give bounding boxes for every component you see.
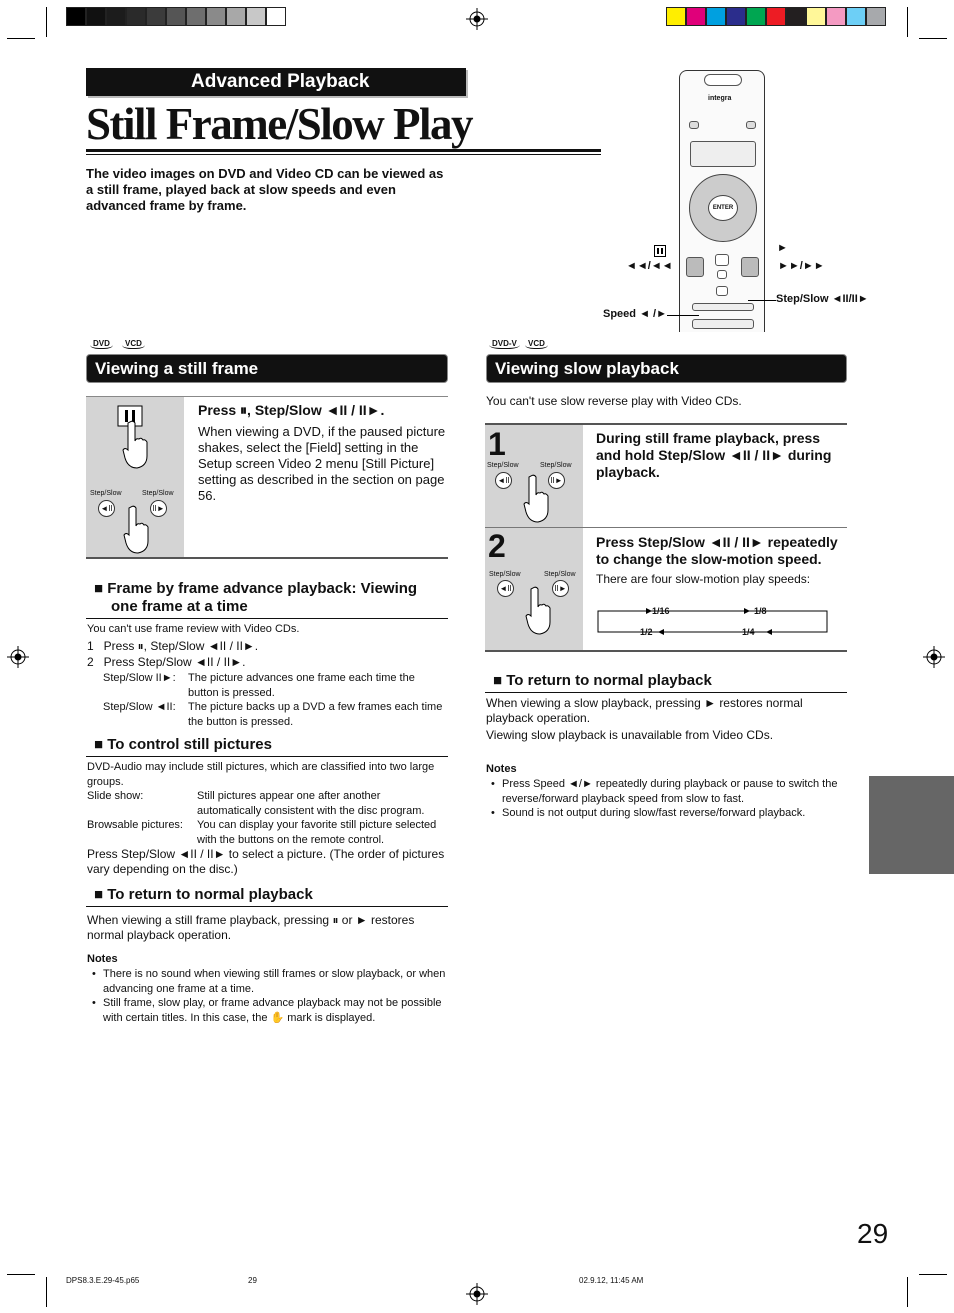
speed-1-8: 1/8 bbox=[754, 606, 767, 616]
footer-page: 29 bbox=[248, 1276, 257, 1285]
step-slow-forward-button-icon: II► bbox=[150, 500, 167, 517]
section-label: Advanced Playback bbox=[86, 68, 466, 96]
step-slow-back-button-icon: ◄II bbox=[98, 500, 115, 517]
step-slow-back-button-icon: ◄II bbox=[497, 580, 514, 597]
registration-mark-icon bbox=[7, 646, 29, 668]
crop-mark bbox=[907, 1277, 908, 1307]
color-swatch bbox=[166, 7, 186, 26]
step-slow-label: Step/Slow bbox=[489, 571, 521, 578]
remote-play-button bbox=[715, 254, 729, 266]
remote-pointer-line bbox=[667, 315, 699, 316]
step-slow-forward-button-icon: II► bbox=[548, 472, 565, 489]
dvd-video-badge: DVD-V bbox=[489, 339, 520, 349]
pointing-hand-icon bbox=[525, 586, 553, 636]
step-number-1: 1 bbox=[488, 426, 506, 462]
crop-mark bbox=[907, 7, 908, 37]
step-2-heading: Press Step/Slow ◄II / II► repeatedly to change the slow-motion speed. bbox=[596, 534, 838, 567]
section-bar-still-frame: Viewing a still frame bbox=[86, 354, 448, 383]
browsable-label: Browsable pictures: bbox=[87, 819, 183, 831]
pointing-hand-icon bbox=[122, 420, 150, 470]
gray-swatch-row bbox=[66, 7, 286, 26]
pause-button-icon bbox=[654, 245, 666, 257]
speed-cycle-diagram bbox=[596, 600, 830, 640]
color-swatch bbox=[826, 7, 846, 26]
speed-1-16: 1/16 bbox=[652, 606, 670, 616]
press-step-slow-body: When viewing a DVD, if the paused picture shakes, select the [Field] setting in the Setup screen Video 2 menu [Still Picture] setting as described in the section on page 56. bbox=[198, 424, 446, 503]
section-bar-slow-playback: Viewing slow playback bbox=[486, 354, 847, 383]
remote-label-play: ► bbox=[777, 242, 788, 254]
return-normal-text-right-1: When viewing a slow playback, pressing ► restores normal playback operation. bbox=[486, 696, 803, 725]
frame-detail-2-label: Step/Slow ◄II: bbox=[103, 701, 176, 713]
step-slow-label: Step/Slow bbox=[544, 571, 576, 578]
frame-advance-heading-line1: ■ Frame by frame advance playback: Viewing bbox=[94, 580, 418, 597]
remote-button bbox=[704, 74, 742, 86]
title-rule bbox=[86, 154, 601, 155]
color-swatch bbox=[186, 7, 206, 26]
remote-brand: integra bbox=[708, 95, 732, 102]
notes-list-left bbox=[87, 967, 447, 1025]
still-frame-panel-rule bbox=[86, 396, 448, 397]
frame-advance-heading-line2: one frame at a time bbox=[111, 598, 248, 615]
remote-label-speed: Speed ◄ /► bbox=[603, 308, 667, 320]
color-swatch bbox=[806, 7, 826, 26]
color-swatch bbox=[746, 7, 766, 26]
color-swatch bbox=[766, 7, 786, 26]
control-still-intro: DVD-Audio may include still pictures, which are classified into two large groups. bbox=[87, 761, 435, 788]
intro-text: The video images on DVD and Video CD can be viewed as a still frame, played back at slow speeds and even advanced frame by frame. bbox=[86, 166, 444, 213]
remote-label-step-slow: Step/Slow ◄II/II► bbox=[776, 293, 869, 305]
color-swatch bbox=[86, 7, 106, 26]
remote-prev-button bbox=[686, 257, 704, 277]
heading-rule bbox=[86, 618, 448, 619]
step-slow-forward-button-icon: II► bbox=[552, 580, 569, 597]
color-swatch bbox=[726, 7, 746, 26]
remote-button bbox=[746, 121, 756, 129]
pointing-hand-icon bbox=[123, 505, 151, 555]
color-swatch bbox=[666, 7, 686, 26]
step-number-2: 2 bbox=[488, 528, 506, 564]
page-title: Still Frame/Slow Play bbox=[86, 99, 472, 149]
remote-stop-button bbox=[717, 270, 727, 279]
slow-playback-intro: You can't use slow reverse play with Video CDs. bbox=[486, 394, 742, 408]
chapter-side-tab bbox=[869, 776, 954, 874]
registration-mark-icon bbox=[923, 646, 945, 668]
dvd-badge: DVD bbox=[90, 339, 113, 349]
color-swatch bbox=[146, 7, 166, 26]
frame-step-2: 2 Press Step/Slow ◄II / II►. bbox=[87, 655, 246, 669]
remote-button bbox=[690, 141, 756, 167]
color-swatch bbox=[866, 7, 886, 26]
return-normal-heading-left: ■ To return to normal playback bbox=[94, 886, 313, 903]
notes-heading-left: Notes bbox=[87, 953, 118, 965]
pointing-hand-icon bbox=[523, 474, 551, 524]
crop-mark bbox=[46, 7, 47, 37]
step-slow-label: Step/Slow bbox=[142, 490, 174, 497]
note-item: • There is no sound when viewing still frames or slow playback, or when advancing one frame at a time. bbox=[87, 967, 447, 996]
footer-date: 02.9.12, 11:45 AM bbox=[579, 1276, 644, 1285]
frame-review-note: You can't use frame review with Video CDs. bbox=[87, 623, 300, 635]
remote-button bbox=[692, 303, 754, 311]
color-swatch-row bbox=[666, 7, 886, 26]
remote-button bbox=[689, 121, 699, 129]
note-item: • Still frame, slow play, or frame advance playback may not be possible with certain titles. In this case, the ✋ mark is displayed. bbox=[87, 996, 447, 1025]
step-slow-label: Step/Slow bbox=[540, 462, 572, 469]
color-swatch bbox=[786, 7, 806, 26]
title-rule bbox=[86, 149, 601, 152]
crop-mark bbox=[919, 1274, 947, 1275]
return-normal-text-left: When viewing a still frame playback, pressing ⏸ or ► restores normal playback operation. bbox=[87, 913, 415, 942]
still-frame-panel-rule bbox=[86, 557, 448, 559]
color-swatch bbox=[706, 7, 726, 26]
remote-pause-button bbox=[716, 286, 728, 296]
note-item: • Press Speed ◄/► repeatedly during playback or pause to switch the reverse/forward playback speed from slow to fast. bbox=[486, 777, 846, 806]
color-swatch bbox=[206, 7, 226, 26]
crop-mark bbox=[919, 38, 947, 39]
heading-rule bbox=[86, 756, 448, 757]
registration-mark-icon bbox=[466, 8, 488, 30]
notes-list-right bbox=[486, 777, 846, 821]
return-normal-text-right-2: Viewing slow playback is unavailable from Video CDs. bbox=[486, 728, 774, 742]
page-number: 29 bbox=[857, 1218, 889, 1249]
return-normal-heading-right: ■ To return to normal playback bbox=[493, 672, 712, 689]
steps-divider-rule bbox=[485, 527, 847, 528]
frame-step-1: 1 Press ⏸, Step/Slow ◄II / II►. bbox=[87, 639, 259, 653]
control-still-outro: Press Step/Slow ◄II / II► to select a picture. (The order of pictures vary depending on the disc.) bbox=[87, 847, 445, 876]
registration-mark-icon bbox=[466, 1283, 488, 1305]
color-swatch bbox=[246, 7, 266, 26]
color-swatch bbox=[846, 7, 866, 26]
press-step-slow-heading: Press ⏸, Step/Slow ◄II / II►. bbox=[198, 402, 385, 418]
remote-label-skip-back: ◄◄/◄◄ bbox=[626, 260, 673, 272]
remote-label-skip-forward: ►►/►► bbox=[778, 260, 825, 272]
vcd-badge: VCD bbox=[122, 339, 145, 349]
color-swatch bbox=[266, 7, 286, 26]
remote-enter-button: ENTER bbox=[708, 195, 738, 221]
step-slow-label: Step/Slow bbox=[487, 462, 519, 469]
color-swatch bbox=[686, 7, 706, 26]
slide-show-text: Still pictures appear one after another automatically consistent with the disc program. bbox=[197, 790, 425, 817]
heading-rule bbox=[485, 692, 847, 693]
color-swatch bbox=[66, 7, 86, 26]
slide-show-label: Slide show: bbox=[87, 790, 144, 802]
speed-1-4: 1/4 bbox=[742, 627, 755, 637]
crop-mark bbox=[7, 1274, 35, 1275]
color-swatch bbox=[106, 7, 126, 26]
heading-rule bbox=[86, 906, 448, 907]
frame-detail-1-text: The picture advances one frame each time the button is pressed. bbox=[188, 672, 415, 699]
step-slow-label: Step/Slow bbox=[90, 490, 122, 497]
steps-bottom-rule bbox=[485, 650, 847, 652]
step-1-text: During still frame playback, press and hold Step/Slow ◄II / II► during playback. bbox=[596, 430, 832, 480]
color-swatch bbox=[226, 7, 246, 26]
speed-1-2: 1/2 bbox=[640, 627, 653, 637]
crop-mark bbox=[7, 38, 35, 39]
footer-file: DPS8.3.E.29-45.p65 bbox=[66, 1276, 140, 1285]
remote-pointer-line bbox=[748, 300, 776, 301]
step-slow-back-button-icon: ◄II bbox=[495, 472, 512, 489]
note-item: • Sound is not output during slow/fast reverse/forward playback. bbox=[486, 806, 846, 821]
color-swatch bbox=[126, 7, 146, 26]
remote-next-button bbox=[741, 257, 759, 277]
browsable-text: You can display your favorite still picture selected with the buttons on the remote control. bbox=[197, 819, 437, 846]
frame-detail-2-text: The picture backs up a DVD a few frames each time the button is pressed. bbox=[188, 701, 443, 728]
remote-button bbox=[692, 319, 754, 329]
frame-detail-1-label: Step/Slow II►: bbox=[103, 672, 176, 684]
notes-heading-right: Notes bbox=[486, 763, 517, 775]
frame-advance-heading bbox=[94, 580, 450, 616]
vcd-badge: VCD bbox=[525, 339, 548, 349]
control-still-heading: ■ To control still pictures bbox=[94, 736, 272, 753]
crop-mark bbox=[46, 1277, 47, 1307]
remote-control-illustration bbox=[679, 70, 765, 332]
step-2-body: There are four slow-motion play speeds: bbox=[596, 572, 811, 586]
